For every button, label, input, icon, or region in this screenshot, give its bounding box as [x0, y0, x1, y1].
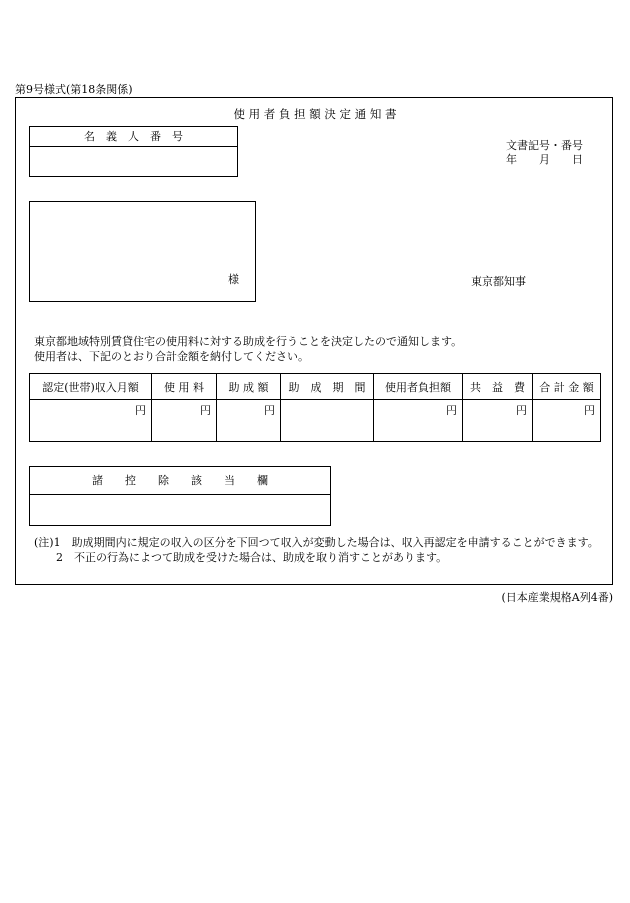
issuer: 東京都知事 — [471, 275, 526, 288]
header-user-burden: 使用者負担額 — [374, 374, 463, 400]
holder-number-box — [29, 126, 238, 177]
date-label: 年 月 日 — [506, 153, 583, 166]
cell-usage-fee: 円 — [152, 400, 217, 442]
document-number-label: 文書記号・番号 — [506, 139, 583, 152]
body-line-1: 東京都地域特別賃貸住宅の使用料に対する助成を行うことを決定したので通知します。 — [34, 335, 463, 348]
body-line-2: 使用者は、下記のとおり合計金額を納付してください。 — [34, 350, 309, 363]
table-row — [30, 400, 601, 442]
cell-certified-income: 円 — [30, 400, 152, 442]
header-subsidy-amount: 助 成 額 — [217, 374, 281, 400]
header-usage-fee: 使 用 料 — [152, 374, 217, 400]
cell-common-fee: 円 — [463, 400, 533, 442]
addressee-box — [29, 201, 256, 302]
fees-table — [29, 373, 601, 442]
cell-subsidy-period — [281, 400, 374, 442]
note-2: 2 不正の行為によつて助成を受けた場合は、助成を取り消すことがあります。 — [34, 551, 448, 564]
note-1: (注)1 助成期間内に規定の収入の区分を下回つて収入が変動した場合は、収入再認定を申請することができます。 — [34, 536, 599, 549]
cell-user-burden: 円 — [374, 400, 463, 442]
deduction-label: 諸 控 除 該 当 欄 — [30, 467, 330, 495]
header-common-fee: 共 益 費 — [463, 374, 533, 400]
paper-size-footer: (日本産業規格A列4番) — [501, 591, 613, 604]
header-certified-income: 認定(世帯)収入月額 — [30, 374, 152, 400]
form-frame — [15, 97, 613, 585]
document-title: 使 用 者 負 担 額 決 定 通 知 書 — [233, 107, 397, 121]
table-header-row — [30, 374, 601, 400]
holder-number-label: 名 義 人 番 号 — [30, 127, 237, 147]
form-number: 第9号様式(第18条関係) — [15, 83, 133, 96]
cell-total-amount: 円 — [533, 400, 601, 442]
header-total-amount: 合 計 金 額 — [533, 374, 601, 400]
cell-subsidy-amount: 円 — [217, 400, 281, 442]
addressee-suffix: 様 — [228, 273, 239, 286]
deduction-box — [29, 466, 331, 526]
header-subsidy-period: 助 成 期 間 — [281, 374, 374, 400]
